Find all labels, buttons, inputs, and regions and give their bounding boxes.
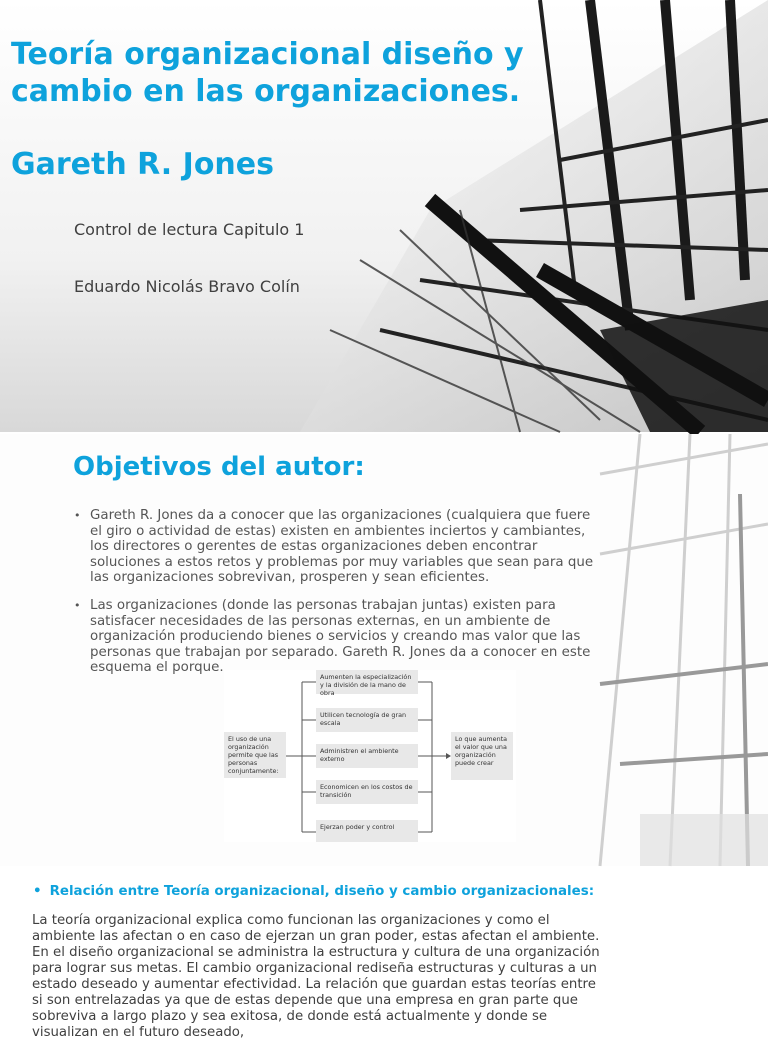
diagram-left-box: El uso de una organización permite que las personas conjuntamente: [224, 732, 286, 778]
author-name: Gareth R. Jones [11, 147, 274, 182]
subtitle-student: Eduardo Nicolás Bravo Colín [74, 277, 300, 296]
objectives-heading: Objetivos del autor: [73, 452, 365, 482]
list-item: • Las organizaciones (donde las personas trabajan juntas) existen para satisfacer necesidades de las personas externas, en un ambiente de organización produciendo bienes o servicios y creando mas valor que las personas que trabajan por separado. Gareth R. Jones da a conocer en este esquema el porque. [74, 598, 602, 676]
organization-diagram [224, 670, 516, 842]
diagram-item: Aumenten la especialización y la división de la mano de obra [316, 670, 418, 694]
relationship-heading: • Relación entre Teoría organizacional, diseño y cambio organizacionales: [33, 884, 594, 899]
list-item: • Gareth R. Jones da a conocer que las organizaciones (cualquiera que fuere el giro o actividad de estas) existen en ambientes inciertos y cambiantes, los directores o gerentes de estas organizaciones deben encontrar soluciones a estos retos y problemas por muy variables que sean para que las organizaciones sobrevivan, prosperen y sean eficientes. [74, 508, 602, 586]
diagram-right-box: Lo que aumenta el valor que una organización puede crear [451, 732, 513, 780]
objectives-list [74, 508, 602, 688]
relationship-slide [0, 868, 768, 1040]
subtitle-course: Control de lectura Capitulo 1 [74, 220, 305, 239]
objectives-slide [0, 434, 768, 866]
diagram-item: Ejerzan poder y control [316, 820, 418, 842]
diagram-item: Economicen en los costos de transición [316, 780, 418, 804]
relationship-paragraph: La teoría organizacional explica como funcionan las organizaciones y como el ambiente las afectan o en caso de ejerzan un gran poder, estas afectan el ambiente. En el diseño organizacional se administra la estructura y cultura de una organización para lograr sus metas. El cambio organizacional rediseña estructuras y culturas a un estado deseado y aumentar efectividad. La relación que guardan estas teorías entre si son entrelazadas ya que de estas depende que una empresa en gran parte que sobreviva a largo plazo y sea exitosa, de donde está actualmente y donde se visualizan en el futuro deseado, [32, 913, 600, 1040]
title-slide [0, 0, 768, 432]
diagram-item: Administren el ambiente externo [316, 744, 418, 768]
presentation-title: Teoría organizacional diseño y cambio en las organizaciones. [11, 37, 524, 109]
diagram-item: Utilicen tecnología de gran escala [316, 708, 418, 732]
